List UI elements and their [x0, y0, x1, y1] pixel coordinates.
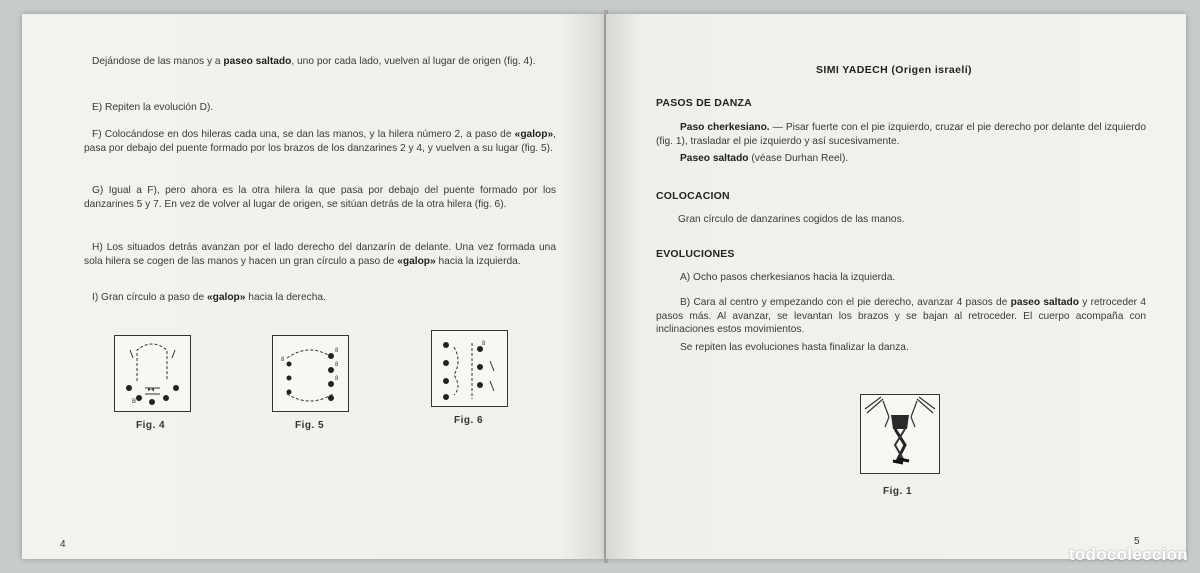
figure-1-drawing — [861, 395, 939, 473]
figure-5-caption: Fig. 5 — [295, 420, 325, 431]
figure-6-drawing — [432, 331, 507, 406]
page-number-left: 4 — [60, 539, 66, 550]
svg-text:B: B — [132, 399, 137, 405]
figure-4-caption: Fig. 4 — [136, 420, 166, 431]
svg-text:8: 8 — [482, 341, 486, 347]
figure-6-diagram — [431, 330, 508, 407]
figure-6-caption: Fig. 6 — [454, 415, 484, 426]
heading-colocacion: COLOCACION — [656, 190, 730, 202]
paso-cherkesiano-text: Paso cherkesiano. — Pisar fuerte con el pie izquierdo, cruzar el pie derecho por delante del izquierdo (fig. 1), trasladar el pie izquierdo y así sucesivamente. — [656, 122, 1146, 147]
left-paragraph-3: F) Colocándose en dos hileras cada una, se dan las manos, y la hilera número 2, a paso de «galop», pasa por debajo del puente formado por los brazos de los danzarines 2 y 4, y vuelven a su lugar (fig. 5). — [84, 129, 556, 154]
figure-1-diagram — [860, 394, 940, 474]
evolucion-a-text: A) Ocho pasos cherkesianos hacia la izquierda. — [680, 272, 896, 283]
left-paragraph-1: Dejándose de las manos y a paseo saltado, uno por cada lado, vuelven al lugar de origen (fig. 4). — [92, 56, 536, 67]
colocacion-text: Gran círculo de danzarines cogidos de las manos. — [678, 214, 905, 225]
left-paragraph-4: G) Igual a F), pero ahora es la otra hilera la que pasa por debajo del puente formado por los danzarines 5 y 7. En vez de volver al lugar de origen, se sitúan detrás de la otra hilera (fig. 6). — [84, 185, 556, 210]
left-paragraph-5: H) Los situados detrás avanzan por el lado derecho del danzarín de delante. Una vez formada una sola hilera se cogen de las manos y hacen un gran círculo a paso de «galop» hacia la izquierda. — [84, 242, 556, 267]
left-page — [22, 14, 606, 559]
dance-title: SIMI YADECH (Origen israelí) — [816, 64, 972, 76]
svg-text:8: 8 — [335, 348, 339, 354]
right-page — [606, 14, 1186, 559]
figure-1-caption: Fig. 1 — [883, 486, 913, 497]
left-paragraph-2: E) Repiten la evolución D). — [92, 102, 214, 113]
paseo-saltado-text: Paseo saltado (véase Durhan Reel). — [680, 153, 849, 164]
svg-text:8: 8 — [281, 357, 285, 363]
left-paragraph-6: I) Gran círculo a paso de «galop» hacia la derecha. — [92, 292, 326, 303]
svg-text:8: 8 — [335, 362, 339, 368]
heading-pasos-de-danza: PASOS DE DANZA — [656, 97, 752, 109]
svg-text:8: 8 — [335, 376, 339, 382]
svg-text:▸◂: ▸◂ — [148, 387, 155, 393]
figure-4-diagram — [114, 335, 191, 412]
repeat-text: Se repiten las evoluciones hasta finalizar la danza. — [680, 342, 909, 353]
heading-evoluciones: EVOLUCIONES — [656, 248, 735, 260]
evolucion-b-text: B) Cara al centro y empezando con el pie derecho, avanzar 4 pasos de paseo saltado y retroceder 4 pasos más. Al avanzar, se levantan los brazos y se bajan al retroceder. El cuerpo acompaña con inclinaciones estos movimientos. — [656, 297, 1146, 335]
watermark-logo: todocoleccion — [1068, 545, 1188, 564]
figure-5-drawing — [273, 336, 348, 411]
figure-4-drawing — [115, 336, 190, 411]
page-number-right: 5 — [1134, 536, 1140, 547]
figure-5-diagram — [272, 335, 349, 412]
